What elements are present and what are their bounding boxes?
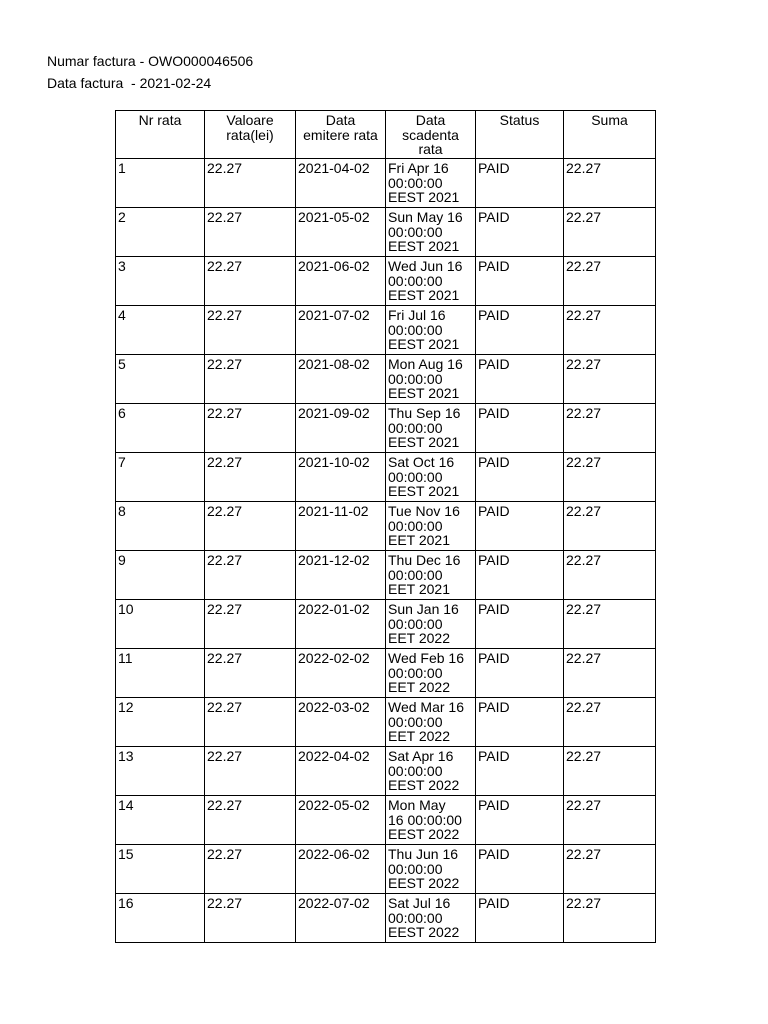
cell-status: PAID: [476, 257, 564, 306]
cell-data-scadenta: [386, 747, 476, 796]
due-date-line: Thu Jun 16: [388, 846, 459, 862]
due-date-line: EEST 2022: [388, 924, 460, 940]
invoice-number-line: [47, 53, 253, 69]
cell-status: PAID: [476, 747, 564, 796]
due-date-line: EET 2022: [388, 728, 451, 744]
cell-status: PAID: [476, 649, 564, 698]
cell-valoare-rata: 22.27: [205, 747, 296, 796]
due-date-line: EEST 2021: [388, 189, 460, 205]
cell-status: PAID: [476, 600, 564, 649]
due-date-line: Fri Apr 16: [388, 160, 449, 176]
due-date-line: EEST 2021: [388, 434, 460, 450]
cell-valoare-rata: 22.27: [205, 306, 296, 355]
due-date-line: EEST 2022: [388, 826, 460, 842]
cell-data-emitere: 2022-04-02: [296, 747, 386, 796]
due-date-line: EEST 2021: [388, 238, 460, 254]
due-date-line: Sat Oct 16: [388, 454, 455, 470]
cell-data-emitere: 2022-02-02: [296, 649, 386, 698]
cell-status: PAID: [476, 845, 564, 894]
cell-data-emitere: 2021-11-02: [296, 502, 386, 551]
cell-status: PAID: [476, 796, 564, 845]
cell-suma: 22.27: [564, 502, 656, 551]
cell-suma: 22.27: [564, 551, 656, 600]
due-date-line: EET 2021: [388, 532, 451, 548]
due-date-line: 00:00:00: [388, 909, 443, 926]
cell-data-scadenta: [386, 306, 476, 355]
due-date-line: Sat Apr 16: [388, 748, 454, 764]
table-row: [116, 257, 656, 306]
due-date-line: 00:00:00: [388, 860, 443, 877]
table-row: [116, 306, 656, 355]
due-date-line: Wed Mar 16: [388, 699, 464, 715]
due-date-line: EEST 2021: [388, 336, 460, 352]
cell-status: PAID: [476, 159, 564, 208]
invoice-number: OWO000046506: [148, 53, 254, 69]
cell-valoare-rata: 22.27: [205, 894, 296, 943]
cell-suma: 22.27: [564, 796, 656, 845]
cell-data-scadenta: [386, 208, 476, 257]
due-date-line: Thu Sep 16: [388, 405, 461, 421]
cell-nr-rata: 2: [116, 208, 205, 257]
cell-data-emitere: 2021-07-02: [296, 306, 386, 355]
cell-nr-rata: 12: [116, 698, 205, 747]
installments-table: [115, 110, 656, 943]
cell-status: PAID: [476, 453, 564, 502]
cell-status: PAID: [476, 355, 564, 404]
cell-nr-rata: 1: [116, 159, 205, 208]
due-date-line: 00:00:00: [388, 223, 443, 240]
cell-data-scadenta: [386, 404, 476, 453]
cell-suma: 22.27: [564, 600, 656, 649]
table-row: [116, 502, 656, 551]
cell-data-scadenta: [386, 600, 476, 649]
due-date-line: 00:00:00: [388, 272, 443, 289]
due-date-line: 00:00:00: [388, 664, 443, 681]
cell-suma: 22.27: [564, 404, 656, 453]
table-row: [116, 698, 656, 747]
due-date-line: 00:00:00: [388, 174, 443, 191]
cell-data-emitere: 2021-10-02: [296, 453, 386, 502]
cell-suma: 22.27: [564, 894, 656, 943]
cell-status: PAID: [476, 551, 564, 600]
due-date-line: Sun May 16: [388, 209, 463, 225]
cell-valoare-rata: 22.27: [205, 845, 296, 894]
cell-suma: 22.27: [564, 747, 656, 796]
cell-data-emitere: 2022-03-02: [296, 698, 386, 747]
cell-nr-rata: 5: [116, 355, 205, 404]
table-row: [116, 894, 656, 943]
cell-suma: 22.27: [564, 845, 656, 894]
cell-data-scadenta: [386, 355, 476, 404]
cell-nr-rata: 14: [116, 796, 205, 845]
cell-nr-rata: 10: [116, 600, 205, 649]
cell-data-emitere: 2021-12-02: [296, 551, 386, 600]
due-date-line: Wed Feb 16: [388, 650, 465, 666]
due-date-line: EEST 2021: [388, 385, 460, 401]
cell-valoare-rata: 22.27: [205, 796, 296, 845]
due-date-line: EET 2022: [388, 679, 451, 695]
due-date-line: Sun Jan 16: [388, 601, 459, 617]
cell-suma: 22.27: [564, 306, 656, 355]
cell-data-emitere: 2022-07-02: [296, 894, 386, 943]
cell-valoare-rata: 22.27: [205, 404, 296, 453]
cell-valoare-rata: 22.27: [205, 208, 296, 257]
table-body: [116, 159, 656, 943]
table-row: [116, 355, 656, 404]
cell-data-scadenta: [386, 796, 476, 845]
due-date-line: 00:00:00: [388, 713, 443, 730]
due-date-line: Wed Jun 16: [388, 258, 463, 274]
cell-nr-rata: 11: [116, 649, 205, 698]
table-row: [116, 208, 656, 257]
cell-data-scadenta: [386, 159, 476, 208]
invoice-number-label: Numar factura -: [47, 53, 149, 69]
cell-data-emitere: 2021-09-02: [296, 404, 386, 453]
due-date-line: Mon May: [388, 797, 446, 813]
cell-nr-rata: 3: [116, 257, 205, 306]
column-header-suma: Suma: [564, 111, 656, 159]
due-date-line: 00:00:00: [388, 419, 443, 436]
due-date-line: EEST 2021: [388, 287, 460, 303]
due-date-line: 00:00:00: [388, 615, 443, 632]
cell-valoare-rata: 22.27: [205, 502, 296, 551]
cell-nr-rata: 7: [116, 453, 205, 502]
due-date-line: 00:00:00: [388, 468, 443, 485]
cell-valoare-rata: 22.27: [205, 257, 296, 306]
cell-nr-rata: 16: [116, 894, 205, 943]
cell-suma: 22.27: [564, 355, 656, 404]
invoice-date: 2021-02-24: [139, 75, 212, 91]
cell-suma: 22.27: [564, 649, 656, 698]
cell-data-scadenta: [386, 502, 476, 551]
table-row: [116, 551, 656, 600]
table-row: [116, 747, 656, 796]
cell-data-scadenta: [386, 551, 476, 600]
cell-data-emitere: 2021-08-02: [296, 355, 386, 404]
cell-valoare-rata: 22.27: [205, 453, 296, 502]
cell-status: PAID: [476, 698, 564, 747]
table-row: [116, 453, 656, 502]
cell-status: PAID: [476, 208, 564, 257]
invoice-date-line: [47, 75, 211, 91]
due-date-line: Fri Jul 16: [388, 307, 446, 323]
cell-suma: 22.27: [564, 453, 656, 502]
due-date-line: Sat Jul 16: [388, 895, 451, 911]
cell-suma: 22.27: [564, 698, 656, 747]
cell-status: PAID: [476, 404, 564, 453]
cell-data-scadenta: [386, 894, 476, 943]
cell-data-scadenta: [386, 257, 476, 306]
due-date-line: 00:00:00: [388, 321, 443, 338]
due-date-line: Tue Nov 16: [388, 503, 460, 519]
cell-nr-rata: 8: [116, 502, 205, 551]
due-date-line: Thu Dec 16: [388, 552, 461, 568]
column-header-status: Status: [476, 111, 564, 159]
cell-data-scadenta: [386, 649, 476, 698]
due-date-line: EEST 2022: [388, 875, 460, 891]
cell-valoare-rata: 22.27: [205, 600, 296, 649]
cell-valoare-rata: 22.27: [205, 159, 296, 208]
cell-status: PAID: [476, 306, 564, 355]
table-row: [116, 600, 656, 649]
table-row: [116, 796, 656, 845]
cell-nr-rata: 9: [116, 551, 205, 600]
table-header-row: [116, 111, 656, 159]
cell-data-scadenta: [386, 453, 476, 502]
invoice-date-label: Data factura -: [47, 75, 140, 91]
due-date-line: 00:00:00: [388, 370, 443, 387]
due-date-line: EET 2022: [388, 630, 451, 646]
cell-data-emitere: 2022-06-02: [296, 845, 386, 894]
due-date-line: 00:00:00: [388, 566, 443, 583]
cell-data-emitere: 2022-05-02: [296, 796, 386, 845]
cell-data-emitere: 2021-04-02: [296, 159, 386, 208]
column-header-nr-rata: Nr rata: [116, 111, 205, 159]
cell-status: PAID: [476, 502, 564, 551]
cell-data-scadenta: [386, 845, 476, 894]
due-date-line: EET 2021: [388, 581, 451, 597]
cell-suma: 22.27: [564, 208, 656, 257]
cell-data-emitere: 2021-06-02: [296, 257, 386, 306]
cell-suma: 22.27: [564, 159, 656, 208]
due-date-line: 16 00:00:00: [388, 811, 462, 828]
table-row: [116, 159, 656, 208]
cell-valoare-rata: 22.27: [205, 649, 296, 698]
column-header-data-emitere: Data emitere rata: [296, 111, 386, 159]
table-row: [116, 404, 656, 453]
due-date-line: 00:00:00: [388, 517, 443, 534]
cell-nr-rata: 13: [116, 747, 205, 796]
cell-nr-rata: 15: [116, 845, 205, 894]
cell-data-emitere: 2021-05-02: [296, 208, 386, 257]
cell-suma: 22.27: [564, 257, 656, 306]
column-header-data-scadenta: Data scadenta rata: [386, 111, 476, 159]
due-date-line: 00:00:00: [388, 762, 443, 779]
column-header-valoare-rata: Valoare rata(lei): [205, 111, 296, 159]
table-row: [116, 649, 656, 698]
cell-nr-rata: 6: [116, 404, 205, 453]
cell-nr-rata: 4: [116, 306, 205, 355]
due-date-line: Mon Aug 16: [388, 356, 463, 372]
due-date-line: EEST 2021: [388, 483, 460, 499]
cell-status: PAID: [476, 894, 564, 943]
cell-valoare-rata: 22.27: [205, 698, 296, 747]
cell-valoare-rata: 22.27: [205, 551, 296, 600]
cell-data-emitere: 2022-01-02: [296, 600, 386, 649]
cell-data-scadenta: [386, 698, 476, 747]
cell-valoare-rata: 22.27: [205, 355, 296, 404]
due-date-line: EEST 2022: [388, 777, 460, 793]
table-row: [116, 845, 656, 894]
